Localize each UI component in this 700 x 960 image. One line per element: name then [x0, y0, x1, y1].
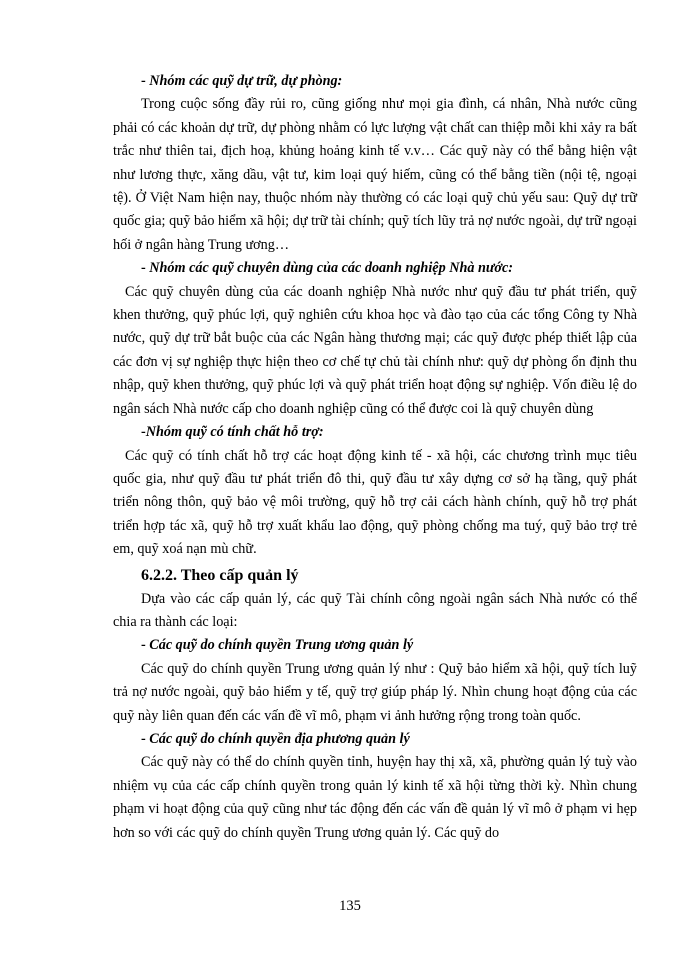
heading-central-funds: - Các quỹ do chính quyền Trung ương quản lý: [141, 637, 414, 654]
heading-reserve-funds: - Nhóm các quỹ dự trữ, dự phòng:: [141, 73, 343, 89]
paragraph-state-enterprise-funds: Các quỹ chuyên dùng của các doanh nghiệp Nhà nước như quỹ đầu tư phát triển, quỹ khen thưởng, quỹ phúc lợi, quỹ nghiên cứu khoa học và đào tạo của các tổng Công ty Nhà nước, quỹ dự trữ bắt buộc của các Ngân hàng thương mại; các quỹ được phép thiết lập của các đơn vị sự nghiệp thực hiện theo cơ chế tự chủ tài chính như: quỹ dự phòng ổn định thu nhập, quỹ khen thưởng, quỹ phúc lợi và quỹ phát triển hoạt động sự nghiệp. Vốn điều lệ do ngân sách Nhà nước cấp cho doanh nghiệp cũng có thể được coi là quỹ chuyên dùng: [113, 283, 637, 417]
paragraph-reserve-funds: Trong cuộc sống đầy rủi ro, cũng giống như mọi gia đình, cá nhân, Nhà nước cũng phải có các khoản dự trữ, dự phòng nhằm có lực lượng vật chất can thiệp mỗi khi xảy ra bất trắc như thiên tai, địch hoạ, khủng hoảng kinh tế v.v… Các quỹ này có thể bằng hiện vật như lương thực, xăng dầu, vật tư, kim loại quý hiếm, cũng có thể bằng tiền (nội tệ, ngoại tệ). Ở Việt Nam hiện nay, thuộc nhóm này thường có các loại quỹ chủ yếu sau: Quỹ dự trữ quốc gia; quỹ bảo hiểm xã hội; dự trữ tài chính; quỹ tích lũy trả nợ nước ngoài, dự trữ ngoại hối ở ngân hàng Trung ương…: [113, 96, 637, 253]
paragraph-local-funds: Các quỹ này có thể do chính quyền tỉnh, huyện hay thị xã, xã, phường quản lý tuỳ vào nhiệm vụ của các cấp chính quyền trong quản lý kinh tế xã hội từng thời kỳ. Nhìn chung phạm vi hoạt động của quỹ cũng như tác động đến các vấn đề quản lý vĩ mô ở phạm vi hẹp hơn so với các quỹ do chính quyền Trung ương quản lý. Các quỹ do: [113, 754, 637, 841]
page-number: 135: [339, 898, 361, 914]
paragraph-support-funds: Các quỹ có tính chất hỗ trợ các hoạt động kinh tế - xã hội, các chương trình mục tiêu quốc gia, như quỹ đầu tư phát triển đô thi, quỹ đầu tư xây dựng cơ sở hạ tầng, quỹ phát triển nông thôn, quỹ bảo vệ môi trường, quỹ hỗ trợ cải cách hành chính, quỹ hỗ trợ phát triển hợp tác xã, quỹ hỗ trợ xuất khẩu lao động, quỹ phòng chống ma tuý, quỹ bảo trợ trẻ em, quỹ xoá nạn mù chữ.: [113, 447, 637, 558]
document-page: [113, 70, 637, 845]
heading-support-funds: -Nhóm quỹ có tính chất hỗ trợ:: [141, 424, 324, 441]
heading-state-enterprise-funds: - Nhóm các quỹ chuyên dùng của các doanh nghiệp Nhà nước:: [141, 260, 514, 277]
section-title-by-management-level: 6.2.2. Theo cấp quản lý: [141, 566, 299, 584]
heading-local-funds: - Các quỹ do chính quyền địa phương quản lý: [141, 730, 410, 747]
paragraph-central-funds: Các quỹ do chính quyền Trung ương quản lý như : Quỹ bảo hiểm xã hội, quỹ tích luỹ trả nợ nước ngoài, quỹ bảo hiểm y tế, quỹ trợ giúp pháp lý. Nhìn chung hoạt động của các quỹ này liên quan đến các vấn đề vĩ mô, phạm vi ảnh hưởng rộng trong toàn quốc.: [113, 660, 637, 724]
paragraph-management-levels-intro: Dựa vào các cấp quản lý, các quỹ Tài chính công ngoài ngân sách Nhà nước có thể chia ra thành các loại:: [113, 590, 637, 630]
